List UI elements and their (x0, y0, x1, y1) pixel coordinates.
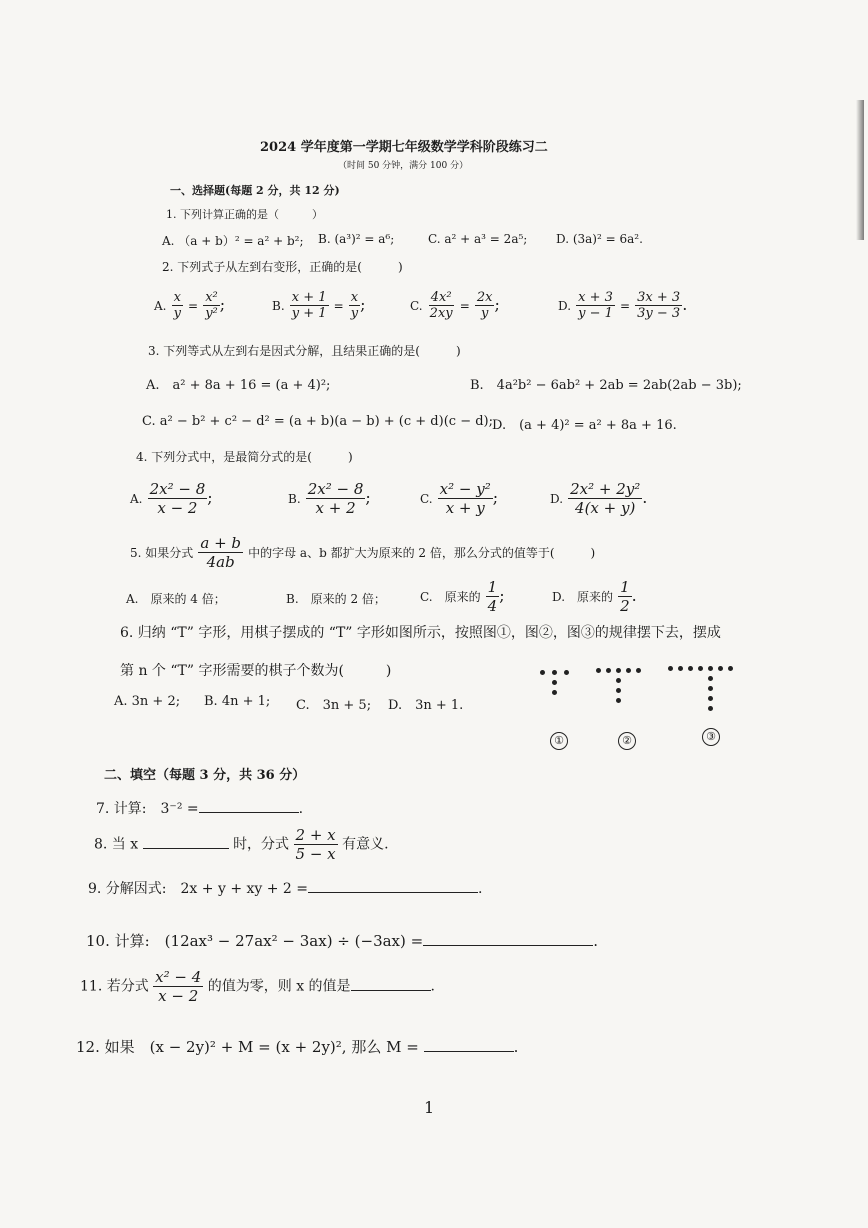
q2-b-right-fraction: $\frac{x}{y}$ (350, 290, 359, 321)
q8-answer-blank[interactable] (143, 848, 229, 849)
q11-fraction: $\frac{\text{x² − 4}}{x - 2}$ (155, 968, 202, 1005)
q3-option-a: A. a² + 8a + 16 = (a + 4)²; (146, 378, 331, 393)
q6-option-b: B. 4n + 1; (204, 694, 271, 709)
scan-edge-shadow (856, 100, 864, 240)
q2-option-c: C. $\frac{\text{4x²}}{2xy}$ = $\frac{2x}{y}$ ; (410, 290, 500, 321)
q6-stem-line1: 6. 归纳 “T” 字形，用棋子摆成的 “T” 字形如图所示，按照图①，图②，图③的规律摆下去，摆成 (120, 625, 721, 641)
q1-stem: 1. 下列计算正确的是（ ） (166, 208, 323, 221)
q5-c-fraction: $\frac{1}{4}$ (487, 578, 498, 615)
q1-option-c: C. a² + a³ = 2a⁵; (428, 232, 528, 246)
q12: 12. 如果 (x − 2y)² + M = (x + 2y)², 那么 M = . (76, 1038, 519, 1056)
q4-d-fraction: $\frac{\text{2x² + 2y²}}{4(x + y)}$ (570, 480, 641, 517)
exam-title: 2024 学年度第一学期七年级数学学科阶段练习二 (260, 140, 548, 155)
section2-heading: 二、填空（每题 3 分，共 36 分） (104, 768, 306, 783)
q3-option-b: B. 4a²b² − 6ab² + 2ab = 2ab(2ab − 3b); (470, 378, 742, 393)
q5-option-c: C. 原来的 $\frac{1}{4}$ ; (420, 578, 505, 615)
q9-answer-blank[interactable] (308, 892, 478, 893)
q8: 8. 当 x 时，分式 $\frac{2 + x}{5 - x}$ 有意义. (94, 826, 389, 863)
q4-option-d: D. $\frac{\text{2x² + 2y²}}{4(x + y)}$ . (550, 480, 648, 517)
q5-option-d: D. 原来的 $\frac{1}{2}$ . (552, 578, 637, 615)
q3-option-d: D. (a + 4)² = a² + 8a + 16. (492, 418, 677, 433)
q11-answer-blank[interactable] (351, 990, 431, 991)
section1-heading: 一、选择题(每题 2 分，共 12 分) (170, 184, 340, 197)
q3-option-c: C. a² − b² + c² − d² = (a + b)(a − b) + (c + d)(c − d); (142, 414, 493, 429)
q4-option-a: A. $\frac{\text{2x² − 8}}{x - 2}$ ; (130, 480, 213, 517)
q5-stem: 5. 如果分式 $\frac{a + b}{4ab}$ 中的字母 a、b 都扩大为原来的 2 倍，那么分式的值等于( ) (130, 534, 596, 571)
q6-option-d: D. 3n + 1. (388, 698, 464, 713)
q4-stem: 4. 下列分式中，是最简分式的是( ) (136, 450, 353, 464)
q2-a-label: A. (154, 299, 167, 313)
q5-fraction: $\frac{a + b}{4ab}$ (200, 534, 242, 571)
q4-option-b: B. $\frac{\text{2x² − 8}}{x + 2}$ ; (288, 480, 371, 517)
q5-option-a: A. 原来的 4 倍； (126, 592, 226, 606)
q12-answer-blank[interactable] (424, 1051, 514, 1052)
q3-stem: 3. 下列等式从左到右是因式分解，且结果正确的是( ) (148, 344, 461, 358)
q5-d-fraction: $\frac{1}{2}$ (620, 578, 630, 615)
q6-stem-line2: 第 n 个 “T” 字形需要的棋子个数为( ) (120, 663, 392, 679)
figure-label-3: ③ (702, 728, 720, 746)
q2-option-b: B. $\frac{x + 1}{y + 1}$ = $\frac{x}{y}$ ; (272, 290, 366, 321)
page-number: 1 (424, 1098, 435, 1117)
q4-b-fraction: $\frac{\text{2x² − 8}}{x + 2}$ (307, 480, 364, 517)
q2-option-d: D. $\frac{x + 3}{y - 1}$ = $\frac{3x + 3}{3y - 3}$ . (558, 290, 688, 321)
q2-a-left-fraction: $\frac{x}{y}$ (173, 290, 181, 321)
q4-c-fraction: $\frac{\text{x² − y²}}{x + y}$ (439, 480, 491, 517)
q9: 9. 分解因式: 2x + y + xy + 2 = . (88, 881, 483, 897)
q6-option-a: A. 3n + 2; (114, 694, 181, 709)
q10-answer-blank[interactable] (423, 945, 593, 946)
q5-option-b: B. 原来的 2 倍； (286, 592, 386, 606)
q11: 11. 若分式 $\frac{\text{x² − 4}}{x - 2}$ 的值为零，则 x 的值是 . (80, 968, 435, 1005)
q7: 7. 计算: 3⁻² = . (96, 801, 304, 817)
q7-answer-blank[interactable] (199, 812, 299, 813)
q2-a-right-fraction: $\frac{\text{x²}}{\text{y²}}$ (205, 290, 218, 321)
q2-stem: 2. 下列式子从左到右变形，正确的是( ) (162, 260, 403, 274)
exam-subtitle: （时间 50 分钟，满分 100 分） (338, 161, 469, 171)
q2-b-left-fraction: $\frac{x + 1}{y + 1}$ (291, 290, 327, 321)
q2-d-left-fraction: $\frac{x + 3}{y - 1}$ (578, 290, 613, 321)
q2-c-left-fraction: $\frac{\text{4x²}}{2xy}$ (429, 290, 453, 321)
q1-option-d: D. (3a)² = 6a². (556, 232, 643, 246)
q10: 10. 计算: (12ax³ − 27ax² − 3ax) ÷ (−3ax) = . (86, 932, 598, 950)
figure-label-2: ② (618, 732, 636, 750)
figure-label-1: ① (550, 732, 568, 750)
q6-option-c: C. 3n + 5; (296, 698, 372, 713)
q4-option-c: C. $\frac{\text{x² − y²}}{x + y}$ ; (420, 480, 499, 517)
q2-option-a: A. $\frac{x}{y}$ = $\frac{\text{x²}}{\text{y²}}$ ; (154, 290, 226, 321)
q1-option-b: B. (a³)² = a⁶; (318, 232, 395, 246)
q2-c-right-fraction: $\frac{2x}{y}$ (476, 290, 493, 321)
q8-fraction: $\frac{2 + x}{5 - x}$ (295, 826, 336, 863)
q4-a-fraction: $\frac{\text{2x² − 8}}{x - 2}$ (149, 480, 206, 517)
q2-d-right-fraction: $\frac{3x + 3}{3y - 3}$ (637, 290, 681, 321)
q1-option-a: A. （a + b）² = a² + b²; (162, 234, 304, 248)
